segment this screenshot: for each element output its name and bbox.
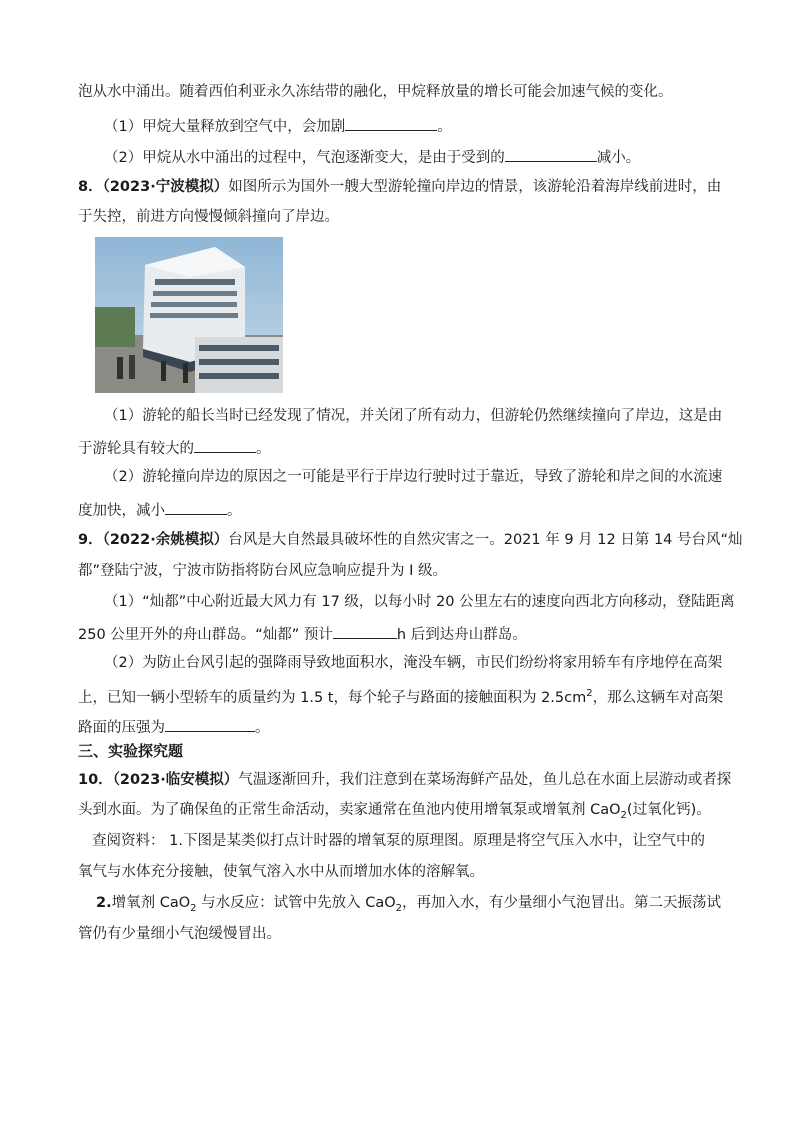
- q8-2-line1: （2）游轮撞向岸边的原因之一可能是平行于岸边行驶时过于靠近，导致了游轮和岸之间的水流速: [104, 469, 723, 485]
- q10-stem-line2: 头到水面。为了确保鱼的正常生命活动，卖家通常在鱼池内使用增氧泵或增氧剂 CaO$_2$(过氧化钙)。: [78, 802, 711, 821]
- q8-2-line2: 度加快，减小 。: [78, 498, 242, 521]
- q7-2: （2）甲烷从水中涌出的过程中，气泡逐渐变大，是由于受到的 减小。: [104, 145, 640, 168]
- p7-continued: 泡从水中涌出。随着西伯利亚永久冻结带的融化，甲烷释放量的增长可能会加速气候的变化。: [78, 84, 673, 100]
- q10-info2: 2.增氧剂 CaO$_2$ 与水反应：试管中先放入 CaO$_2$，再加入水，有少量细小气泡冒出。第二天振荡试: [96, 895, 722, 914]
- q10-info1-line2: 氧气与水体充分接触，使氧气溶入水中从而增加水体的溶解氧。: [78, 864, 484, 880]
- q10-info1: 查阅资料： 1.下图是某类似打点计时器的增氧泵的原理图。原理是将空气压入水中，让空气中的: [92, 833, 705, 849]
- answer-blank-7-1[interactable]: [345, 114, 437, 131]
- q9-stem: 9．（2022·余姚模拟）台风是大自然最具破坏性的自然灾害之一。2021 年 9 月 12 日第 14 号台风“灿: [78, 532, 743, 548]
- q10-info2-line2: 管仍有少量细小气泡缓慢冒出。: [78, 926, 281, 942]
- q8-1-line2: 于游轮具有较大的 。: [78, 436, 271, 459]
- answer-blank-9-1[interactable]: [333, 622, 397, 639]
- section-heading: 三、实验探究题: [78, 742, 184, 760]
- q9-stem-line2: 都”登陆宁波，宁波市防指将防台风应急响应提升为 I 级。: [78, 563, 448, 579]
- answer-blank-7-2[interactable]: [505, 145, 597, 162]
- q9-2-line3: 路面的压强为 。: [78, 715, 270, 738]
- answer-blank-9-2[interactable]: [165, 715, 255, 732]
- q8-stem-line2: 于失控，前进方向慢慢倾斜撞向了岸边。: [78, 209, 339, 225]
- cruise-ship-photo: [95, 237, 283, 393]
- q9-1-line2: 250 公里开外的舟山群岛。“灿都” 预计 h 后到达舟山群岛。: [78, 622, 527, 645]
- q8-1-line1: （1）游轮的船长当时已经发现了情况，并关闭了所有动力，但游轮仍然继续撞向了岸边，这是由: [104, 408, 723, 424]
- q9-1-line1: （1）“灿都”中心附近最大风力有 17 级，以每小时 20 公里左右的速度向西北方向移动，登陆距离: [104, 594, 735, 610]
- q9-2-line2: 上，已知一辆小型轿车的质量约为 1.5 t，每个轮子与路面的接触面积为 $2.5cm^2$，那么这辆车对高架: [78, 688, 724, 706]
- answer-blank-8-1[interactable]: [194, 436, 256, 453]
- answer-blank-8-2[interactable]: [165, 498, 227, 515]
- q8-stem: 8．（2023·宁波模拟）如图所示为国外一艘大型游轮撞向岸边的情景，该游轮沿着海岸线前进时，由: [78, 179, 722, 195]
- q9-2-line1: （2）为防止台风引起的强降雨导致地面积水，淹没车辆，市民们纷纷将家用轿车有序地停在高架: [104, 655, 723, 671]
- q7-1: （1）甲烷大量释放到空气中，会加剧 。: [104, 114, 452, 137]
- q10-stem: 10．（2023·临安模拟）气温逐渐回升，我们注意到在菜场海鲜产品处，鱼儿总在水面上层游动或者探: [78, 772, 732, 788]
